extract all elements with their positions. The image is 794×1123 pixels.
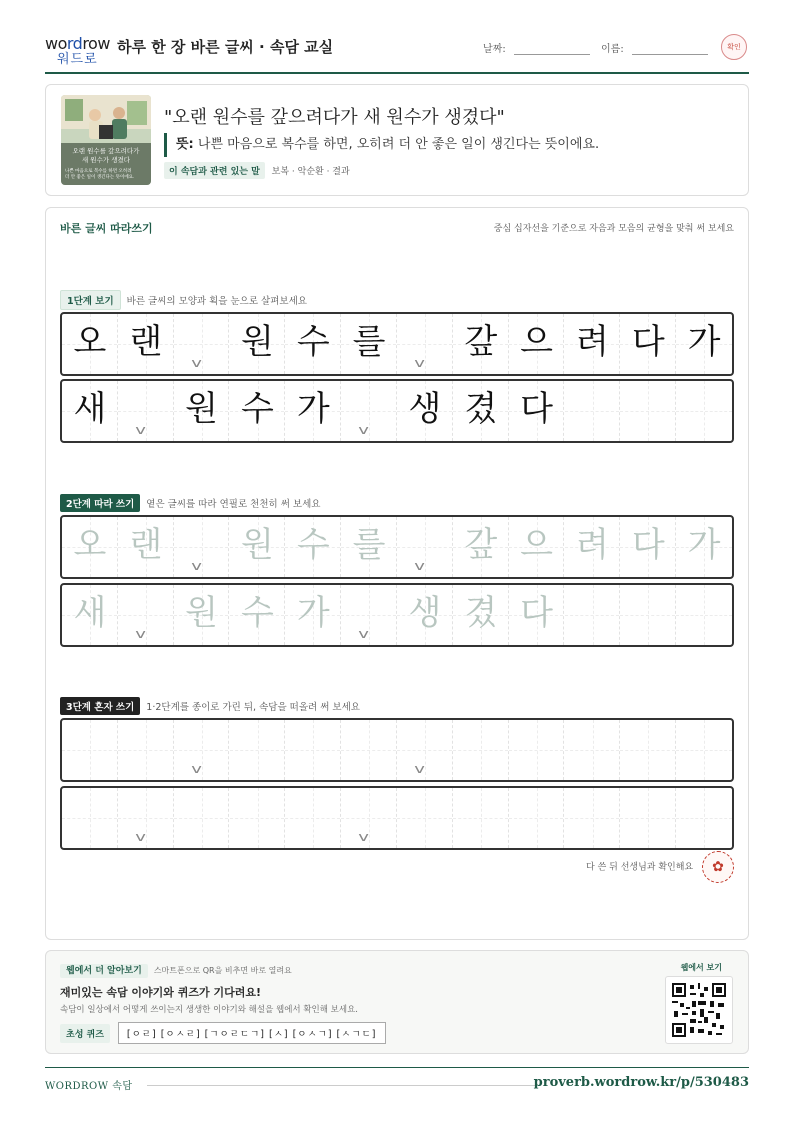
grid-char: 원 (240, 322, 274, 362)
grid-cell (620, 314, 676, 374)
grid-char: 오 (73, 322, 107, 362)
grid-char: 새 (73, 593, 107, 633)
logo-text-1: wo (45, 34, 67, 53)
step3-text: 1·2단계를 종이로 가린 뒤, 속담을 떠올려 써 보세요 (146, 702, 360, 713)
grid-cell[interactable] (453, 517, 509, 577)
grid-cell[interactable] (341, 720, 397, 780)
proverb-card (45, 84, 749, 196)
footer-url[interactable]: proverb.wordrow.kr/p/530483 (533, 1075, 749, 1090)
grid-cell (341, 381, 397, 441)
space-mark-icon: v (190, 356, 202, 370)
grid-cell[interactable] (620, 788, 676, 848)
footer-brand: WORDROW 속담 (45, 1081, 133, 1092)
grid-char: 다 (631, 525, 665, 565)
chosung-quiz (60, 1022, 386, 1044)
space-mark-icon: v (190, 559, 202, 573)
view-row-2 (60, 379, 734, 443)
grid-cell[interactable] (174, 788, 230, 848)
grid-cell[interactable] (118, 720, 174, 780)
grid-cell[interactable] (509, 517, 565, 577)
grid-cell (676, 314, 732, 374)
grid-cell[interactable] (118, 788, 174, 848)
step1-header (60, 290, 307, 310)
grid-cell (397, 314, 453, 374)
good-job-stamp: ✿ (702, 851, 734, 883)
web-description: 속담이 일상에서 어떻게 쓰이는지 생생한 이야기와 해설을 웹에서 확인해 보세요. (60, 1005, 358, 1015)
web-pill (60, 963, 292, 976)
space-mark-icon: v (135, 830, 146, 844)
step3-badge: 3단계 혼자 쓰기 (60, 697, 140, 715)
grid-char: 원 (240, 525, 274, 565)
grid-cell (62, 314, 118, 374)
grid-guide-vertical (704, 720, 705, 780)
trace-row-2[interactable] (60, 583, 734, 647)
grid-guide-vertical (537, 720, 538, 780)
grid-char: 를 (352, 322, 386, 362)
grid-cell (509, 314, 565, 374)
name-field[interactable] (601, 40, 708, 55)
grid-char: 오 (73, 525, 107, 565)
grid-cell (285, 314, 341, 374)
grid-cell[interactable] (174, 585, 230, 645)
date-field[interactable] (483, 40, 590, 55)
practice-hint: 중심 십자선을 기준으로 자음과 모음의 균형을 맞춰 써 보세요 (493, 224, 734, 234)
grid-cell[interactable] (397, 585, 453, 645)
grid-char: 려 (575, 525, 609, 565)
grid-cell[interactable] (62, 720, 118, 780)
grid-cell[interactable] (62, 517, 118, 577)
grid-cell (118, 314, 174, 374)
grid-cell[interactable] (620, 585, 676, 645)
space-mark-icon: v (135, 423, 146, 437)
grid-char: 다 (520, 593, 553, 633)
grid-cell[interactable] (509, 585, 565, 645)
grid-cell[interactable] (341, 788, 397, 848)
wordrow-logo[interactable] (45, 34, 109, 66)
view-row-1 (60, 312, 734, 376)
grid-cell[interactable] (509, 720, 565, 780)
logo-text-2: rd (66, 34, 83, 53)
grid-char: 겼 (464, 593, 498, 633)
space-mark-icon: v (190, 762, 202, 776)
grid-char: 갚 (464, 322, 498, 362)
name-line[interactable] (632, 45, 708, 55)
grid-cell (565, 314, 621, 374)
related-tag: 이 속담과 관련 있는 말 (164, 162, 265, 179)
grid-cell[interactable] (230, 788, 286, 848)
grid-cell[interactable] (509, 788, 565, 848)
grid-char: 가 (687, 525, 721, 565)
grid-cell[interactable] (285, 720, 341, 780)
grid-char: 으 (520, 322, 553, 362)
quiz-box: [ㅇㄹ] [ㅇㅅㄹ] [ㄱㅇㄹㄷㄱ] [ㅅ] [ㅇㅅㄱ] [ㅅㄱㄷ] (118, 1022, 386, 1044)
grid-guide-vertical (258, 788, 259, 848)
grid-guide-vertical (704, 381, 705, 441)
grid-guide-vertical (593, 720, 594, 780)
related-words (164, 162, 350, 179)
grid-cell[interactable] (676, 788, 732, 848)
grid-cell (341, 314, 397, 374)
confirm-note (586, 851, 734, 883)
grid-char: 수 (296, 322, 330, 362)
grid-guide-vertical (425, 788, 426, 848)
page-header (45, 30, 749, 74)
grid-cell[interactable] (285, 788, 341, 848)
grid-guide-vertical (593, 585, 594, 645)
grid-cell (509, 381, 565, 441)
qr-code[interactable] (665, 976, 733, 1044)
grid-guide-vertical (313, 720, 314, 780)
grid-cell[interactable] (230, 585, 286, 645)
grid-cell[interactable] (397, 517, 453, 577)
grid-cell[interactable] (118, 517, 174, 577)
grid-cell (620, 381, 676, 441)
grid-char: 려 (575, 322, 609, 362)
grid-cell (174, 381, 230, 441)
grid-guide-vertical (258, 720, 259, 780)
grid-char: 를 (352, 525, 386, 565)
grid-cell (676, 381, 732, 441)
grid-guide-vertical (369, 720, 370, 780)
page-title: 하루 한 장 바른 글씨 · 속담 교실 (117, 38, 334, 56)
grid-cell[interactable] (565, 720, 621, 780)
grid-char: 다 (631, 322, 665, 362)
space-mark-icon: v (358, 627, 370, 641)
grid-guide-vertical (593, 381, 594, 441)
grid-cell[interactable] (676, 720, 732, 780)
write-row-1[interactable] (60, 718, 734, 782)
grid-guide-vertical (648, 381, 649, 441)
logo-korean: 워드로 (57, 52, 98, 67)
grid-cell[interactable] (620, 517, 676, 577)
grid-cell (285, 381, 341, 441)
step2-header (60, 494, 320, 512)
grid-cell[interactable] (676, 585, 732, 645)
qr-label: 웹에서 보기 (680, 963, 722, 972)
thumb-sub-2: 더 안 좋은 일이 생긴다는 뜻이에요. (65, 175, 135, 180)
grid-char: 가 (687, 322, 721, 362)
grid-cell (453, 381, 509, 441)
logo-text-3: row (82, 34, 110, 53)
grid-char: 갚 (464, 525, 498, 565)
grid-char: 가 (296, 593, 330, 633)
related-words-list: 보복 · 악순환 · 결과 (271, 167, 350, 177)
grid-cell[interactable] (453, 585, 509, 645)
write-row-2[interactable] (60, 786, 734, 850)
meaning-label: 뜻: (176, 137, 194, 152)
grid-cell[interactable] (285, 585, 341, 645)
grid-guide-vertical (369, 381, 370, 441)
grid-guide-vertical (537, 788, 538, 848)
space-mark-icon: v (358, 423, 370, 437)
quiz-label: 초성 퀴즈 (60, 1024, 110, 1043)
grid-guide-vertical (704, 585, 705, 645)
web-section (45, 950, 749, 1054)
proverb-illustration (61, 95, 151, 185)
trace-row-1[interactable] (60, 515, 734, 579)
date-line[interactable] (514, 45, 590, 55)
grid-guide-vertical (648, 585, 649, 645)
grid-guide-vertical (146, 720, 147, 780)
web-badge: 웹에서 더 알아보기 (60, 964, 148, 978)
grid-cell[interactable] (565, 788, 621, 848)
grid-guide-vertical (593, 788, 594, 848)
grid-char: 원 (185, 593, 218, 633)
grid-cell[interactable] (230, 720, 286, 780)
grid-cell[interactable] (62, 788, 118, 848)
grid-cell[interactable] (118, 585, 174, 645)
grid-cell[interactable] (676, 517, 732, 577)
space-mark-icon: v (358, 830, 370, 844)
date-label: 날짜: (483, 44, 506, 55)
grid-guide-vertical (648, 720, 649, 780)
practice-title: 바른 글씨 따라쓰기 (60, 222, 153, 235)
grid-guide-vertical (648, 788, 649, 848)
grid-guide-vertical (425, 720, 426, 780)
page-footer (45, 1067, 749, 1097)
grid-char: 생 (408, 389, 442, 429)
grid-char: 수 (240, 593, 274, 633)
grid-cell[interactable] (341, 585, 397, 645)
grid-cell[interactable] (565, 585, 621, 645)
confirm-text: 다 쓴 뒤 선생님과 확인해요 (586, 862, 694, 873)
grid-cell[interactable] (453, 788, 509, 848)
grid-guide-vertical (313, 788, 314, 848)
grid-guide-vertical (704, 788, 705, 848)
grid-char: 가 (296, 389, 330, 429)
grid-guide-vertical (146, 585, 147, 645)
space-mark-icon: v (135, 627, 146, 641)
grid-char: 다 (520, 389, 553, 429)
thumb-caption-1: 오랜 원수를 갚으려다가 (72, 147, 140, 155)
thumb-sub-1: 나쁜 마음으로 복수를 하면 오히려 (65, 169, 132, 174)
grid-guide-vertical (90, 788, 91, 848)
step3-header (60, 697, 360, 715)
grid-guide-vertical (425, 314, 426, 374)
space-mark-icon: v (414, 356, 425, 370)
grid-cell (62, 381, 118, 441)
grid-cell (118, 381, 174, 441)
web-badge-hint: 스마트폰으로 QR을 비추면 바로 열려요 (153, 966, 292, 975)
grid-cell[interactable] (453, 720, 509, 780)
check-stamp: 확인 (721, 34, 747, 60)
step2-text: 옅은 글씨를 따라 연필로 천천히 써 보세요 (146, 499, 321, 510)
grid-cell (230, 381, 286, 441)
qr-image (672, 983, 726, 1037)
footer-divider (147, 1085, 537, 1086)
grid-guide-vertical (90, 720, 91, 780)
grid-cell[interactable] (565, 517, 621, 577)
grid-char: 수 (296, 525, 330, 565)
grid-cell (174, 314, 230, 374)
grid-guide-vertical (369, 585, 370, 645)
grid-char: 수 (240, 389, 274, 429)
grid-char: 겼 (464, 389, 498, 429)
grid-char: 랜 (129, 322, 163, 362)
grid-guide-vertical (425, 517, 426, 577)
name-label: 이름: (601, 44, 624, 55)
grid-cell[interactable] (397, 788, 453, 848)
grid-cell (565, 381, 621, 441)
grid-cell[interactable] (62, 585, 118, 645)
space-mark-icon: v (414, 762, 425, 776)
meaning-text: 나쁜 마음으로 복수를 하면, 오히려 더 안 좋은 일이 생긴다는 뜻이에요. (197, 137, 600, 152)
proverb-meaning (164, 133, 599, 157)
grid-char: 생 (408, 593, 442, 633)
step1-text: 바른 글씨의 모양과 획을 눈으로 살펴보세요 (126, 296, 307, 307)
grid-guide-vertical (202, 788, 203, 848)
grid-cell[interactable] (174, 517, 230, 577)
proverb-text: "오랜 원수를 갚으려다가 새 원수가 생겼다" (164, 107, 505, 128)
grid-char: 원 (185, 389, 218, 429)
grid-cell (453, 314, 509, 374)
grid-cell[interactable] (620, 720, 676, 780)
grid-guide-vertical (146, 788, 147, 848)
grid-guide-vertical (369, 788, 370, 848)
grid-cell[interactable] (397, 720, 453, 780)
web-headline: 재미있는 속담 이야기와 퀴즈가 기다려요! (60, 986, 261, 999)
grid-guide-vertical (146, 381, 147, 441)
grid-guide-vertical (481, 720, 482, 780)
grid-cell[interactable] (174, 720, 230, 780)
grid-cell[interactable] (230, 517, 286, 577)
grid-cell[interactable] (341, 517, 397, 577)
step2-badge: 2단계 따라 쓰기 (60, 494, 140, 512)
thumb-caption-2: 새 원수가 생겼다 (81, 156, 131, 164)
practice-section (45, 207, 749, 940)
grid-cell (397, 381, 453, 441)
space-mark-icon: v (414, 559, 425, 573)
grid-char: 새 (73, 389, 107, 429)
step1-badge: 1단계 보기 (60, 290, 121, 310)
grid-cell (230, 314, 286, 374)
grid-char: 으 (520, 525, 553, 565)
grid-char: 랜 (129, 525, 163, 565)
grid-guide-vertical (481, 788, 482, 848)
grid-cell[interactable] (285, 517, 341, 577)
